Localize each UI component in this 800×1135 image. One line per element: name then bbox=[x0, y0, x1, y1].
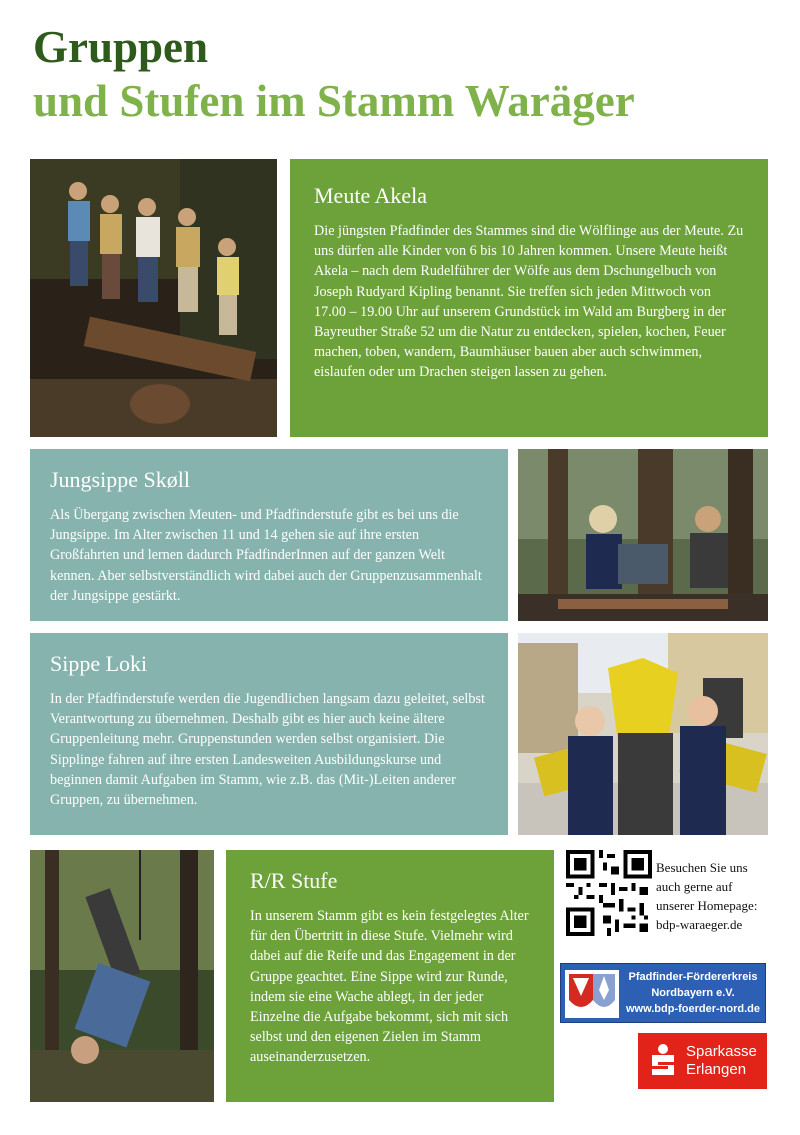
section-text-rr-stufe: In unserem Stamm gibt es kein festgelegtes Alter für den Übertritt in diese Stufe. Vielmehr wird dabei auf die Reife und das Engagement in der Gruppe geachtet. Eine Sippe wird zur Runde, indem sie eine Wache ablegt, in der jeder Einzelne die Aufgabe bekommt, sich mit sich selbst und den eigenen Zielen im Stamm auseinanderzusetzen. bbox=[250, 908, 529, 1066]
section-title-jungsippe-skoell: Jungsippe Skøll bbox=[50, 467, 190, 492]
section-title-meute-akela: Meute Akela bbox=[314, 183, 428, 208]
homepage-note bbox=[656, 858, 786, 934]
section-text-jungsippe-skoell: Als Übergang zwischen Meuten- und Pfadfinderstufe gibt es bei uns die Jungsippe. Im Alter zwischen 11 und 14 gehen sie auf ihre ersten Großfahrten und lernen dadurch PfadfinderInnen auf der ganzen Welt kennen. Aber selbstverständlich wird dabei auch der Gruppenzusammenhalt der Jungsippe gestärkt. bbox=[50, 507, 482, 604]
section-meute-akela bbox=[290, 159, 768, 437]
section-text-meute-akela: Die jüngsten Pfadfinder des Stammes sind die Wölflinge aus der Meute. Zu uns dürfen alle Kinder von 6 bis 10 Jahren kommen. Unsere Meute heißt Akela – nach dem Rudelführer der Wölfe aus dem Dschungelbuch von Joseph Rudyard Kipling benannt. Sie treffen sich jeden Mittwoch von 17.00 – 19.00 Uhr auf unserem Grundstück im Wald am Burgberg in der Bayreuther Straße 52 um die Natur zu entdecken, spielen, kochen, Feuer machen, toben, wandern, Baumhäuser bauen aber auch schwimmen, eislaufen oder um Drachen steigen lassen zu gehen. bbox=[314, 223, 744, 381]
foerderkreis-banner[interactable] bbox=[560, 963, 766, 1023]
section-text-sippe-loki: In der Pfadfinderstufe werden die Jugendlichen langsam dazu geleitet, selbst Verantwortung zu übernehmen. Deshalb gibt es hier auch keine ältere Gruppenleitung mehr. Gruppenstunden werden selbst organisiert. Die Sipplinge fahren auf ihre ersten Landesweiten Ausbildungskurse und beginnen damit Aufgaben im Stamm, wie z.B. das (Mit-)Leiten anderer Gruppen, zu übernehmen. bbox=[50, 691, 485, 809]
page-title-line1: Gruppen bbox=[33, 22, 209, 72]
section-sippe-loki bbox=[30, 633, 508, 835]
photo-meute-kids-on-log bbox=[30, 159, 277, 437]
sparkasse-logo[interactable] bbox=[638, 1033, 767, 1089]
section-title-sippe-loki: Sippe Loki bbox=[50, 651, 148, 676]
foerderkreis-name: Pfadfinder-Fördererkreis bbox=[628, 971, 758, 983]
foerderkreis-region: Nordbayern e.V. bbox=[651, 987, 735, 999]
foerderkreis-url[interactable]: www.bdp-foerder-nord.de bbox=[625, 1003, 761, 1015]
homepage-note-line1: Besuchen Sie uns bbox=[656, 860, 748, 875]
homepage-note-line3: unserer Homepage: bbox=[656, 898, 758, 913]
sparkasse-name: Sparkasse bbox=[686, 1043, 757, 1060]
photo-jungsippe-on-bench bbox=[518, 449, 768, 621]
homepage-url-link[interactable]: bdp-waraeger.de bbox=[656, 917, 743, 932]
page-title-line2: und Stufen im Stamm Waräger bbox=[33, 76, 635, 126]
section-title-rr-stufe: R/R Stufe bbox=[250, 868, 338, 893]
photo-sippe-with-robot-costume bbox=[518, 633, 768, 835]
photo-rr-climbing-upside-down bbox=[30, 850, 214, 1102]
sparkasse-city: Erlangen bbox=[686, 1061, 747, 1078]
section-rr-stufe bbox=[226, 850, 554, 1102]
foerderkreis-emblem-icon bbox=[565, 970, 619, 1018]
homepage-note-line2: auch gerne auf bbox=[656, 879, 733, 894]
qr-code-homepage[interactable] bbox=[566, 850, 652, 936]
section-jungsippe-skoell bbox=[30, 449, 508, 621]
sparkasse-s-icon bbox=[648, 1043, 678, 1079]
